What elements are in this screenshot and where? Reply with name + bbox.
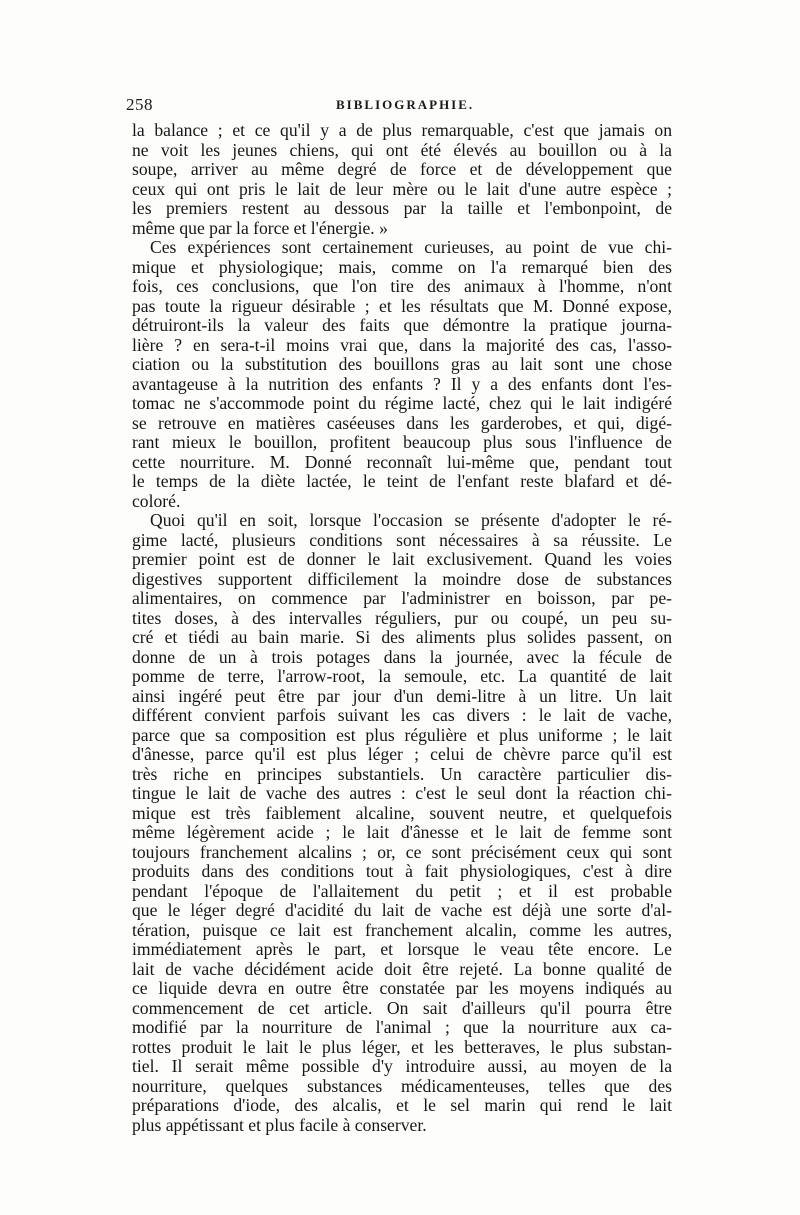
paragraph <box>132 238 672 511</box>
running-head <box>126 95 666 117</box>
text-line: ainsi ingéré peut être par jour d'un demi-litre à un litre. Un lait <box>132 685 672 706</box>
text-line: ne voit les jeunes chiens, qui ont été élevés au bouillon ou à la <box>132 139 672 160</box>
text-line: digestives supportent difficilement la moindre dose de substances <box>132 568 672 589</box>
text-line: pas toute la rigueur désirable ; et les résultats que M. Donné expose, <box>132 295 672 316</box>
text-line: avantageuse à la nutrition des enfants ? Il y a des enfants dont l'es- <box>132 373 672 394</box>
text-line: parce que sa composition est plus régulière et plus uniforme ; le lait <box>132 724 672 745</box>
text-line: même légèrement acide ; le lait d'ânesse et le lait de femme sont <box>132 822 672 842</box>
text-line: modifié par la nourriture de l'animal ; que la nourriture aux ca- <box>132 1017 672 1037</box>
text-line: ceux qui ont pris le lait de leur mère ou le lait d'une autre espèce ; <box>132 178 672 199</box>
text-line: nourriture, quelques substances médicamenteuses, telles que des <box>132 1075 672 1096</box>
text-line: gime lacté, plusieurs conditions sont nécessaires à sa réussite. Le <box>132 529 672 550</box>
text-line: soupe, arriver au même degré de force et de développement que <box>132 159 672 179</box>
text-line: commencement de cet article. On sait d'ailleurs qu'il pourra être <box>132 997 672 1018</box>
text-line: alimentaires, on commence par l'administrer en boisson, par pe- <box>132 588 672 608</box>
text-line: immédiatement après le part, et lorsque le veau tête encore. Le <box>132 939 672 959</box>
text-line: se retrouve en matières caséeuses dans les garderobes, et qui, digé- <box>132 412 672 433</box>
text-line: plus appétissant et plus facile à conserver. <box>132 1114 427 1135</box>
text-line: Quoi qu'il en soit, lorsque l'occasion se présente d'adopter le ré- <box>150 510 672 530</box>
text-line: cré et tiédi au bain marie. Si des aliments plus solides passent, on <box>132 627 672 647</box>
body-text <box>132 121 672 1135</box>
running-title: BIBLIOGRAPHIE. <box>336 97 475 112</box>
text-line: rottes produit le lait le plus léger, et les betteraves, le plus substan- <box>132 1036 672 1057</box>
text-line: produits dans des conditions tout à fait physiologiques, c'est à dire <box>132 861 672 881</box>
text-line: ciation ou la substitution des bouillons gras au lait sont une chose <box>132 354 672 374</box>
page-number: 258 <box>126 95 153 114</box>
text-line: donne de un à trois potages dans la journée, avec la fécule de <box>132 646 672 667</box>
text-line: lière ? en sera-t-il moins vrai que, dans la majorité des cas, l'asso- <box>132 334 672 355</box>
text-line: les premiers restent au dessous par la taille et l'embonpoint, de <box>132 198 672 218</box>
text-line: mique et physiologique; mais, comme on l'a remarqué bien des <box>132 256 672 277</box>
paragraph <box>132 511 672 1135</box>
text-line: Ces expériences sont certainement curieuses, au point de vue chi- <box>150 237 672 257</box>
text-line: tites doses, à des intervalles réguliers, pur ou coupé, un peu su- <box>132 607 672 628</box>
text-line: ce liquide devra en outre être constatée par les moyens indiqués au <box>132 978 672 998</box>
text-line: lait de vache décidément acide doit être rejeté. La bonne qualité de <box>132 958 672 979</box>
text-line: cette nourriture. M. Donné reconnaît lui-même que, pendant tout <box>132 451 672 472</box>
text-line: tingue le lait de vache des autres : c'est le seul dont la réaction chi- <box>132 783 672 803</box>
text-line: même que par la force et l'énergie. » <box>132 217 388 238</box>
text-line: la balance ; et ce qu'il y a de plus remarquable, c'est que jamais on <box>132 120 672 140</box>
text-line: pendant l'époque de l'allaitement du petit ; et il est probable <box>132 880 672 901</box>
text-line: très riche en principes substantiels. Un caractère particulier dis- <box>132 763 672 784</box>
text-line: mique est très faiblement alcaline, souvent neutre, et quelquefois <box>132 802 672 823</box>
text-line: premier point est de donner le lait exclusivement. Quand les voies <box>132 549 672 569</box>
text-line: que le léger degré d'acidité du lait de vache est déjà une sorte d'al- <box>132 900 672 920</box>
text-line: coloré. <box>132 490 181 511</box>
text-line: détruiront-ils la valeur des faits que démontre la pratique journa- <box>132 315 672 335</box>
text-line: d'ânesse, parce qu'il est plus léger ; celui de chèvre parce qu'il est <box>132 744 672 764</box>
text-line: fois, ces conclusions, que l'on tire des animaux à l'homme, n'ont <box>132 276 672 296</box>
text-line: différent convient parfois suivant les cas divers : le lait de vache, <box>132 705 672 725</box>
paragraph <box>132 121 672 238</box>
text-line: tiel. Il serait même possible d'y introduire aussi, au moyen de la <box>132 1056 672 1076</box>
text-line: rant mieux le bouillon, profitent beaucoup plus sous l'influence de <box>132 432 672 452</box>
text-line: le temps de la diète lactée, le teint de l'enfant reste blafard et dé- <box>132 471 672 491</box>
text-line: tomac ne s'accommode point du régime lacté, chez qui le lait indigéré <box>132 393 672 413</box>
text-line: préparations d'iode, des alcalis, et le sel marin qui rend le lait <box>132 1095 672 1115</box>
text-line: pomme de terre, l'arrow-root, la semoule, etc. La quantité de lait <box>132 666 672 686</box>
text-line: toujours franchement alcalins ; or, ce sont précisément ceux qui sont <box>132 841 672 862</box>
text-line: tération, puisque ce lait est franchement alcalin, comme les autres, <box>132 919 672 940</box>
